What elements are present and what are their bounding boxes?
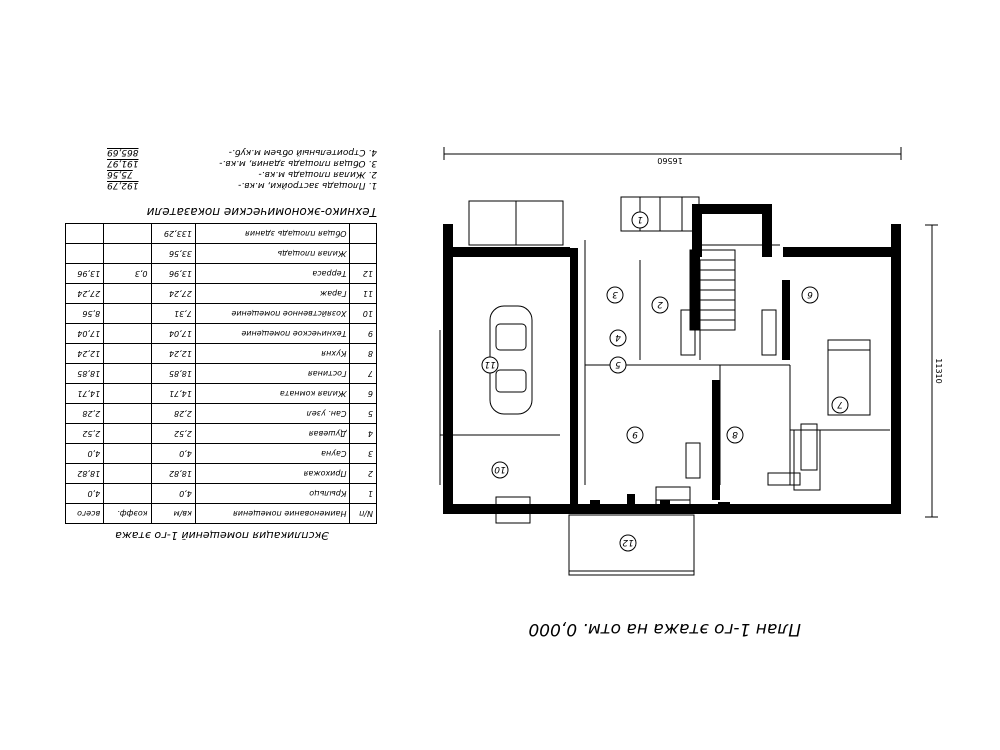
room-number: 10 <box>494 464 506 474</box>
table-cell: 0,3 <box>104 264 151 284</box>
table-cell: 2,28 <box>151 404 195 424</box>
table-cell: Жилая комната <box>195 384 350 404</box>
wall-right <box>443 224 453 514</box>
room-number: 4 <box>615 332 621 342</box>
dining-table <box>801 424 817 470</box>
table-cell: Общая площадь здания <box>195 224 350 244</box>
table-cell: 33,56 <box>151 244 195 264</box>
indicator-value: 865,69 <box>107 147 139 157</box>
table-cell: 5 <box>350 404 377 424</box>
table-cell: 4,0 <box>66 444 104 464</box>
table-cell: 7 <box>350 364 377 384</box>
table-cell: 10 <box>350 304 377 324</box>
table-cell: коэфф. <box>104 504 151 524</box>
table-cell: 8,56 <box>66 304 104 324</box>
table-cell: 14,71 <box>66 384 104 404</box>
table-cell: 7,31 <box>151 304 195 324</box>
table-cell: Сан. узел <box>195 404 350 424</box>
room-number: 9 <box>632 429 638 439</box>
table-cell: 12 <box>350 264 377 284</box>
table-cell: 18,82 <box>151 464 195 484</box>
sofa <box>794 430 820 490</box>
wall-bottom <box>443 504 901 514</box>
indicator-label: 3. Общая площадь здания, м.кв.- <box>219 158 377 168</box>
room-number: 3 <box>612 289 618 299</box>
indicator-label: 1. Площадь застройки, м.кв.- <box>238 180 377 190</box>
table-cell: 4 <box>350 424 377 444</box>
dimension-width-label: 16560 <box>657 156 683 165</box>
table-cell: 13,96 <box>66 264 104 284</box>
table-cell: всего <box>66 504 104 524</box>
table-cell: 2,52 <box>151 424 195 444</box>
wall-left <box>891 224 901 514</box>
room-number: 5 <box>615 359 621 369</box>
room-number: 6 <box>807 289 813 299</box>
table-cell: Гараж <box>195 284 350 304</box>
table-cell: N/п <box>350 504 377 524</box>
table-cell: Сауна <box>195 444 350 464</box>
wall-top-right <box>783 247 901 257</box>
table-cell: 2,28 <box>66 404 104 424</box>
table-cell: 1 <box>350 484 377 504</box>
dimension-height-label: 11310 <box>934 358 943 384</box>
table-cell: 18,85 <box>66 364 104 384</box>
table-cell: Прихожая <box>195 464 350 484</box>
table-cell: 4,0 <box>66 484 104 504</box>
table-cell: 4,0 <box>151 484 195 504</box>
indicators-title: Технико-экономические показатели <box>146 205 377 219</box>
table-cell: 18,85 <box>151 364 195 384</box>
table-cell: Крыльцо <box>195 484 350 504</box>
table-cell: 14,71 <box>151 384 195 404</box>
table-cell: 13,96 <box>151 264 195 284</box>
table-cell: 8 <box>350 344 377 364</box>
table-cell: 18,82 <box>66 464 104 484</box>
table-cell: 27,24 <box>66 284 104 304</box>
table-cell: 9 <box>350 324 377 344</box>
indicator-value: 192,79 <box>107 180 139 190</box>
table-cell: Хозяйственное помещение <box>195 304 350 324</box>
explication-title: Экспликация помещений 1-го этажа <box>115 529 329 542</box>
indicator-value: 75,56 <box>107 169 133 179</box>
room-number: 12 <box>622 537 634 547</box>
table-cell: 12,24 <box>66 344 104 364</box>
table-cell: Гостиная <box>195 364 350 384</box>
room-number: 8 <box>732 429 738 439</box>
table-cell: 2,52 <box>66 424 104 444</box>
table-cell: кв/м <box>151 504 195 524</box>
indicator-value: 191,97 <box>107 158 139 168</box>
table-cell: Душевая <box>195 424 350 444</box>
room-number: 11 <box>484 359 496 369</box>
table-cell: Жилая площадь <box>195 244 350 264</box>
garage-wall <box>570 248 578 514</box>
wall-top-mid <box>692 204 772 214</box>
table-cell: 3 <box>350 444 377 464</box>
table-cell: Кухня <box>195 344 350 364</box>
table-cell: 27,24 <box>151 284 195 304</box>
table-cell: 17,04 <box>66 324 104 344</box>
room-number: 2 <box>657 299 663 309</box>
table-cell: 12,24 <box>151 344 195 364</box>
indicator-label: 2. Жилая площадь м.кв.- <box>258 169 377 179</box>
table-cell: Техническое помещение <box>195 324 350 344</box>
table-cell: 11 <box>350 284 377 304</box>
room-number: 7 <box>837 399 843 409</box>
wall-top-left <box>443 247 570 257</box>
table-cell: 4,0 <box>151 444 195 464</box>
plan-title: План 1-го этажа на отм. 0,000 <box>528 619 801 639</box>
table-cell: 2 <box>350 464 377 484</box>
table-cell: 6 <box>350 384 377 404</box>
indicator-label: 4. Строительный объем м.куб.- <box>228 147 377 157</box>
table-cell: Наименование помещения <box>195 504 350 524</box>
table-cell: 17,04 <box>151 324 195 344</box>
table-cell: 133,29 <box>151 224 195 244</box>
table-cell: Терраса <box>195 264 350 284</box>
room-number: 1 <box>637 214 643 224</box>
